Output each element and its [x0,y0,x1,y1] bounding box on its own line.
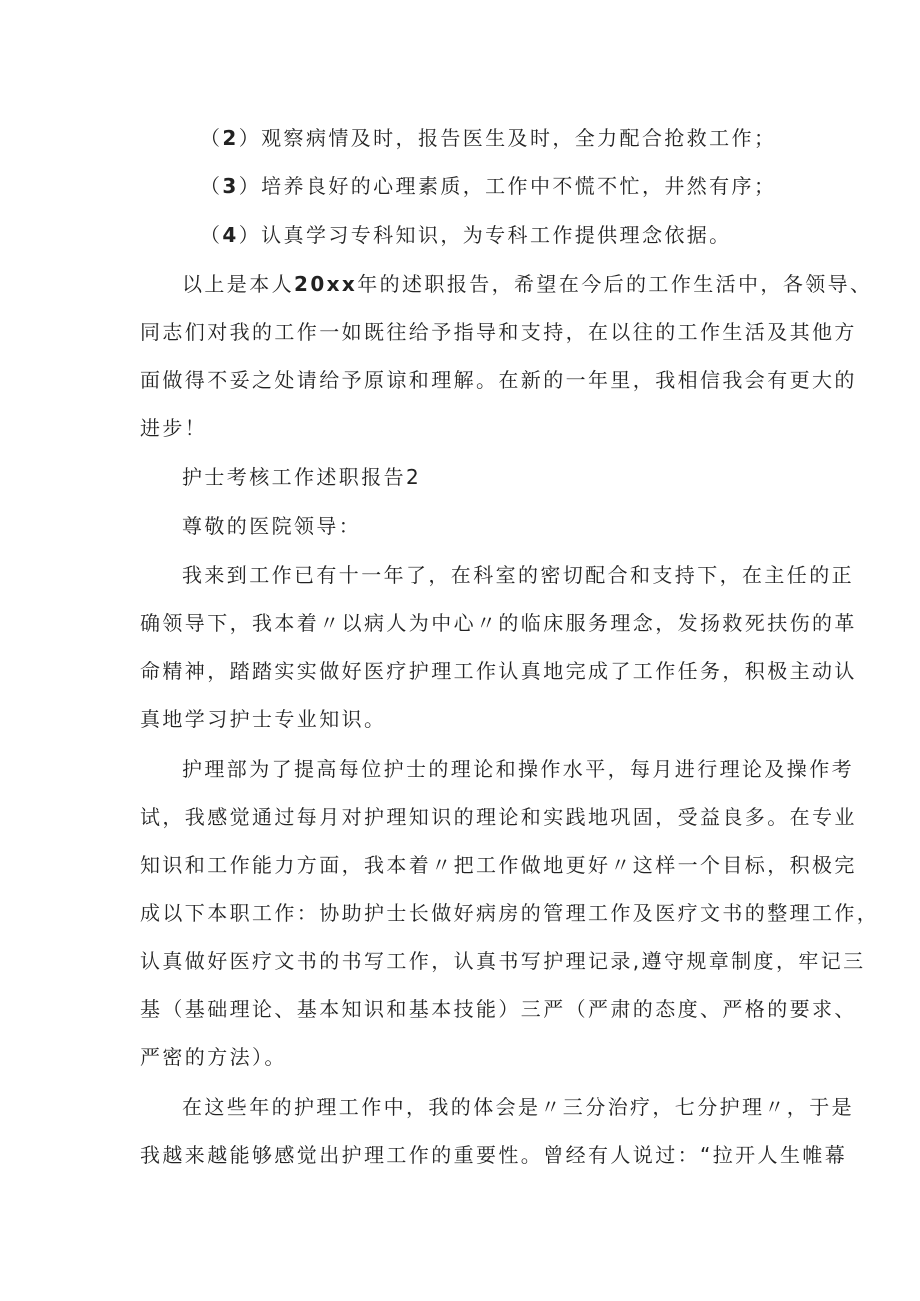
paragraph-line: 成以下本职工作：协助护士长做好病房的管理工作及医疗文书的整理工作， [140,901,880,925]
conclusion-line: 进步！ [140,416,208,440]
paragraph-line: 认真做好医疗文书的书写工作，认真书写护理记录,遵守规章制度，牢记三 [140,949,866,973]
conclusion-text: 以上是本人 [182,272,294,296]
conclusion-line: 面做得不妥之处请给予原谅和理解。在新的一年里，我相信我会有更大的 [140,368,857,392]
list-number: 2 [222,126,239,150]
list-item [200,222,732,248]
report-year: 20xx [294,272,358,296]
list-marker-open: （ [200,174,223,198]
paragraph-line: 严密的方法）。 [140,1045,287,1069]
paragraph-line: 真地学习护士专业知识。 [140,707,387,731]
list-item [200,125,776,151]
paragraph-line: 知识和工作能力方面，我本着〃把工作做地更好〃这样一个目标，积极完 [140,853,857,877]
list-item [200,173,776,199]
paragraph-line: 我来到工作已有十一年了，在科室的密切配合和支持下，在主任的正 [182,563,854,587]
conclusion-line: 同志们对我的工作一如既往给予指导和支持，在以往的工作生活及其他方 [140,320,857,344]
list-text: 培养良好的心理素质，工作中不慌不忙，井然有序； [261,174,777,198]
salutation: 尊敬的医院领导： [182,514,362,538]
paragraph-line: 护理部为了提高每位护士的理论和操作水平，每月进行理论及操作考 [182,757,854,781]
list-marker-open: （ [200,223,223,247]
paragraph-line: 我越来越能够感觉出护理工作的重要性。曾经有人说过：“拉开人生帷幕 [140,1143,848,1167]
list-marker-close: ） [238,126,262,150]
section-title: 护士考核工作述职报告2 [182,465,422,489]
paragraph-line: 确领导下，我本着〃以病人为中心〃的临床服务理念，发扬救死扶伤的革 [140,611,857,635]
paragraph-line: 在这些年的护理工作中，我的体会是〃三分治疗，七分护理〃，于是 [182,1095,854,1119]
list-text: 认真学习专科知识，为专科工作提供理念依据。 [261,223,732,247]
list-marker-close: ） [238,223,262,247]
conclusion-line [182,271,872,297]
list-number: 3 [222,174,239,198]
list-marker-open: （ [200,126,223,150]
paragraph-line: 试，我感觉通过每月对护理知识的理论和实践地巩固，受益良多。在专业 [140,805,857,829]
list-marker-close: ） [238,174,262,198]
list-number: 4 [222,223,239,247]
paragraph-line: 基（基础理论、基本知识和基本技能）三严（严肃的态度、严格的要求、 [140,997,857,1021]
paragraph-line: 命精神，踏踏实实做好医疗护理工作认真地完成了工作任务，积极主动认 [140,659,857,683]
list-text: 观察病情及时，报告医生及时，全力配合抢救工作； [261,126,777,150]
conclusion-text: 年的述职报告，希望在今后的工作生活中，各领导、 [357,272,873,296]
